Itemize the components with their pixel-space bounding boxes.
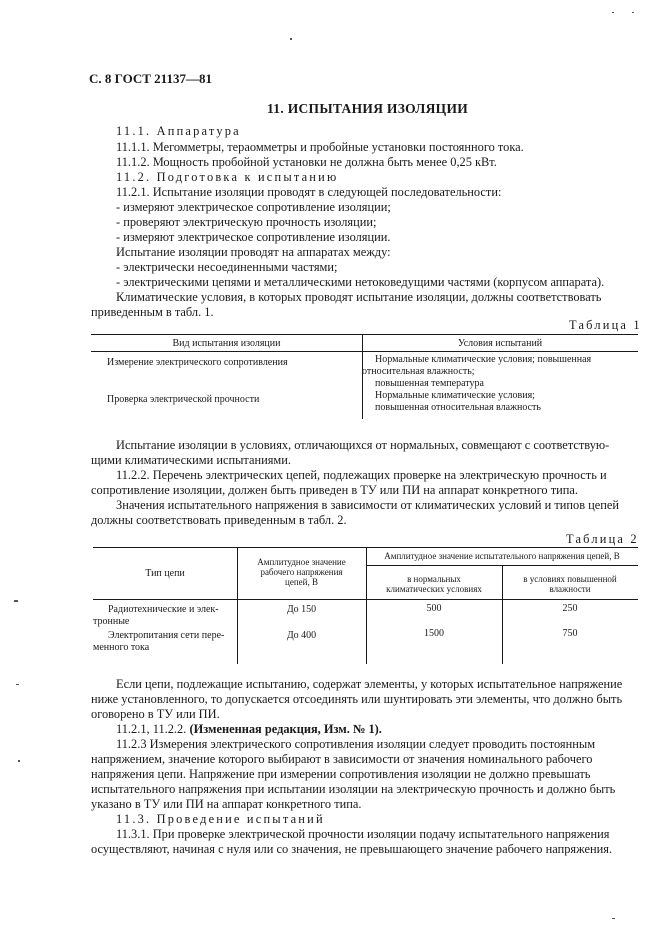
- paragraph-line: сопротивление изоляции, должен быть приведен в ТУ или ПИ на аппарат конкретного типа.: [91, 483, 578, 497]
- paragraph-line: приведенным в табл. 1.: [91, 305, 214, 319]
- table2-header-normal: климатических условиях: [386, 584, 482, 594]
- scan-speck: [290, 38, 292, 40]
- page-header: С. 8 ГОСТ 21137—81: [89, 71, 212, 86]
- table2-header-test: Амплитудное значение испытательного напряжения цепей, В: [384, 551, 620, 561]
- table1-cell-test: Измерение электрического сопротивления: [107, 357, 288, 368]
- table1-cell-conditions: Нормальные климатические условия; повышенная: [375, 354, 592, 365]
- table1-header-rule: [91, 351, 638, 352]
- table2-header-type: Тип цепи: [145, 568, 185, 579]
- table2-cell-work: До 150: [286, 604, 317, 615]
- paragraph-line: Испытание изоляции проводят на аппаратах между:: [116, 245, 391, 259]
- scan-speck: [14, 600, 18, 602]
- table2-cell-type: тронные: [93, 616, 130, 627]
- table2-cell-normal: 500: [426, 603, 442, 614]
- scan-speck: [612, 12, 614, 13]
- subsection-heading: 11.3. Проведение испытаний: [116, 812, 325, 826]
- table1-cell-conditions: повышенная температура: [375, 378, 484, 389]
- paragraph-line: Значения испытательного напряжения в зависимости от климатических условий и типов цепей: [116, 498, 620, 512]
- table2-cell-type: менного тока: [93, 642, 150, 653]
- list-item: - измеряют электрическое сопротивление изоляции;: [116, 200, 391, 214]
- paragraph-line: 11.2.2. Перечень электрических цепей, подлежащих проверке на электрическую прочность и: [116, 468, 607, 482]
- amendment-refs: 11.2.1, 11.2.2.: [116, 722, 187, 736]
- scan-speck: [18, 760, 20, 762]
- table1-header-test: Вид испытания изоляции: [172, 338, 281, 349]
- table2-cell-normal: 1500: [424, 628, 444, 639]
- paragraph-line: указано в ТУ или ПИ на аппарат конкретного типа.: [91, 797, 362, 811]
- paragraph-line: Испытание изоляции в условиях, отличающихся от нормальных, совмещают с соответствую-: [116, 438, 610, 452]
- table2-header-humid: влажности: [549, 584, 591, 594]
- paragraph-line: напряжением, значение которого выбирают в зависимости от значения номинального рабочего: [91, 752, 593, 766]
- table2-cell-humid: 250: [562, 603, 578, 614]
- list-item: - проверяют электрическую прочность изоляции;: [116, 215, 377, 229]
- table2-header-normal: в нормальных: [407, 574, 461, 584]
- scan-speck: [632, 12, 634, 13]
- list-item: - измеряют электрическое сопротивление изоляции.: [116, 230, 391, 244]
- paragraph-line: 11.2.1. Испытание изоляции проводят в следующей последовательности:: [116, 185, 502, 199]
- subsection-heading: 11.2. Подготовка к испытанию: [116, 170, 339, 184]
- paragraph-line: напряжения цепи. Напряжение при измерении сопротивления изоляции не должно превышать: [91, 767, 591, 781]
- table2-header-humid: в условиях повышенной: [523, 574, 617, 584]
- paragraph-line: испытательного напряжения при испытании изоляции на электрическую прочность и должно быть: [91, 782, 616, 796]
- paragraph-line: осуществляют, начиная с нуля или со значения, не превышающего значение рабочего напряжения.: [91, 842, 613, 856]
- table1-caption: Таблица 1: [569, 318, 642, 332]
- scan-speck: [612, 918, 615, 919]
- paragraph-line: 11.1.1. Мегомметры, тераомметры и пробойные установки постоянного тока.: [116, 140, 524, 154]
- table2-caption: Таблица 2: [566, 532, 639, 546]
- table2-header-work: цепей, В: [285, 577, 318, 587]
- paragraph-line: 11.3.1. При проверке электрической прочности изоляции подачу испытательного напряжения: [116, 827, 610, 841]
- paragraph-line: Если цепи, подлежащие испытанию, содержат элементы, у которых испытательное напряжение: [116, 677, 623, 691]
- table1-header-conditions: Условия испытаний: [457, 338, 543, 349]
- table2-header-work: рабочего напряжения: [260, 567, 343, 577]
- table2-cell-humid: 750: [562, 628, 578, 639]
- section-title: 11. ИСПЫТАНИЯ ИЗОЛЯЦИИ: [267, 101, 469, 116]
- table1-cell-test: Проверка электрической прочности: [107, 394, 260, 405]
- list-item: - электрическими цепями и металлическими нетоковедущими частями (корпусом аппарата).: [116, 275, 605, 289]
- paragraph-line: 11.1.2. Мощность пробойной установки не должна быть менее 0,25 кВт.: [116, 155, 497, 169]
- table2-cell-work: До 400: [286, 630, 317, 641]
- paragraph-line: должны соответствовать приведенным в табл. 2.: [91, 513, 347, 527]
- list-item: - электрически несоединенными частями;: [116, 260, 338, 274]
- amendment-label: (Измененная редакция, Изм. № 1).: [189, 722, 382, 736]
- table1-cell-conditions: относительная влажность;: [362, 366, 475, 377]
- table1-top-rule: [91, 334, 638, 335]
- scan-speck: [16, 684, 19, 685]
- table2-cell-type: Электропитания сети пере-: [108, 630, 225, 641]
- table2-cell-type: Радиотехнические и элек-: [108, 604, 219, 615]
- subsection-heading: 11.1. Аппаратура: [116, 124, 241, 138]
- table1-cell-conditions: повышенная относительная влажность: [375, 402, 541, 413]
- paragraph-line: оговорено в ТУ или ПИ.: [91, 707, 220, 721]
- table1-cell-conditions: Нормальные климатические условия;: [375, 390, 535, 401]
- paragraph-line: 11.2.3 Измерения электрического сопротивления изоляции следует проводить постоянным: [116, 737, 596, 751]
- table2-header-work: Амплитудное значение: [257, 557, 346, 567]
- paragraph-line: ниже установленного, то допускается отсоединять или шунтировать эти элементы, что должно быть: [91, 692, 623, 706]
- amendment-note: [116, 722, 382, 737]
- paragraph-line: щими климатическими испытаниями.: [91, 453, 291, 467]
- paragraph-line: Климатические условия, в которых проводят испытание изоляции, должны соответствовать: [116, 290, 602, 304]
